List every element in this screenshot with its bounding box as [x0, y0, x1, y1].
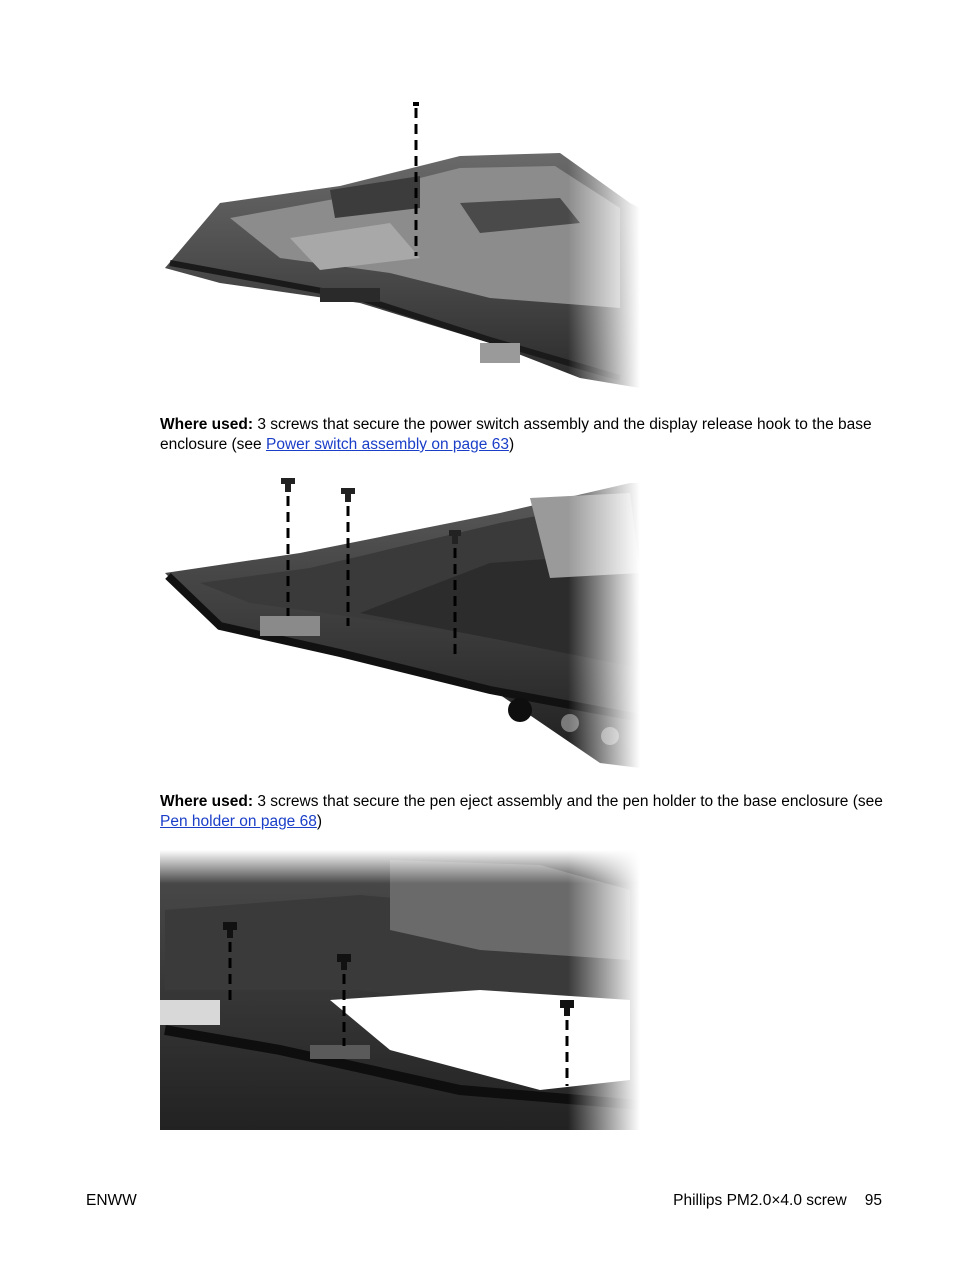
figure-base-enclosure-1 — [160, 98, 640, 393]
where-used-text: 3 screws that secure the power switch assembly and the display release hook to the base enclosure (see — [160, 416, 872, 453]
where-used-label: Where used: — [160, 416, 254, 433]
footer-enww: ENWW — [86, 1192, 137, 1209]
where-used-paragraph-2 — [160, 792, 888, 832]
closing-paren: ) — [316, 813, 323, 830]
pen-holder-link[interactable]: Pen holder on page 68 — [160, 813, 317, 830]
where-used-paragraph-1 — [160, 415, 888, 455]
figure-base-enclosure-2 — [160, 468, 640, 768]
figure-base-enclosure-3 — [160, 850, 640, 1130]
power-switch-assembly-link[interactable]: Power switch assembly on page 63 — [265, 436, 509, 453]
where-used-label: Where used: — [160, 793, 254, 810]
laptop-base-illustration-3 — [160, 850, 640, 1130]
closing-paren: ) — [508, 436, 515, 453]
laptop-base-illustration-1 — [160, 98, 640, 393]
footer-section-title: Phillips PM2.0×4.0 screw — [673, 1192, 847, 1209]
page-number: 95 — [864, 1192, 882, 1209]
where-used-text: 3 screws that secure the pen eject assembly and the pen holder to the base enclosure (see — [253, 793, 883, 810]
footer-title-and-page — [673, 1192, 882, 1210]
laptop-base-illustration-2 — [160, 468, 640, 768]
